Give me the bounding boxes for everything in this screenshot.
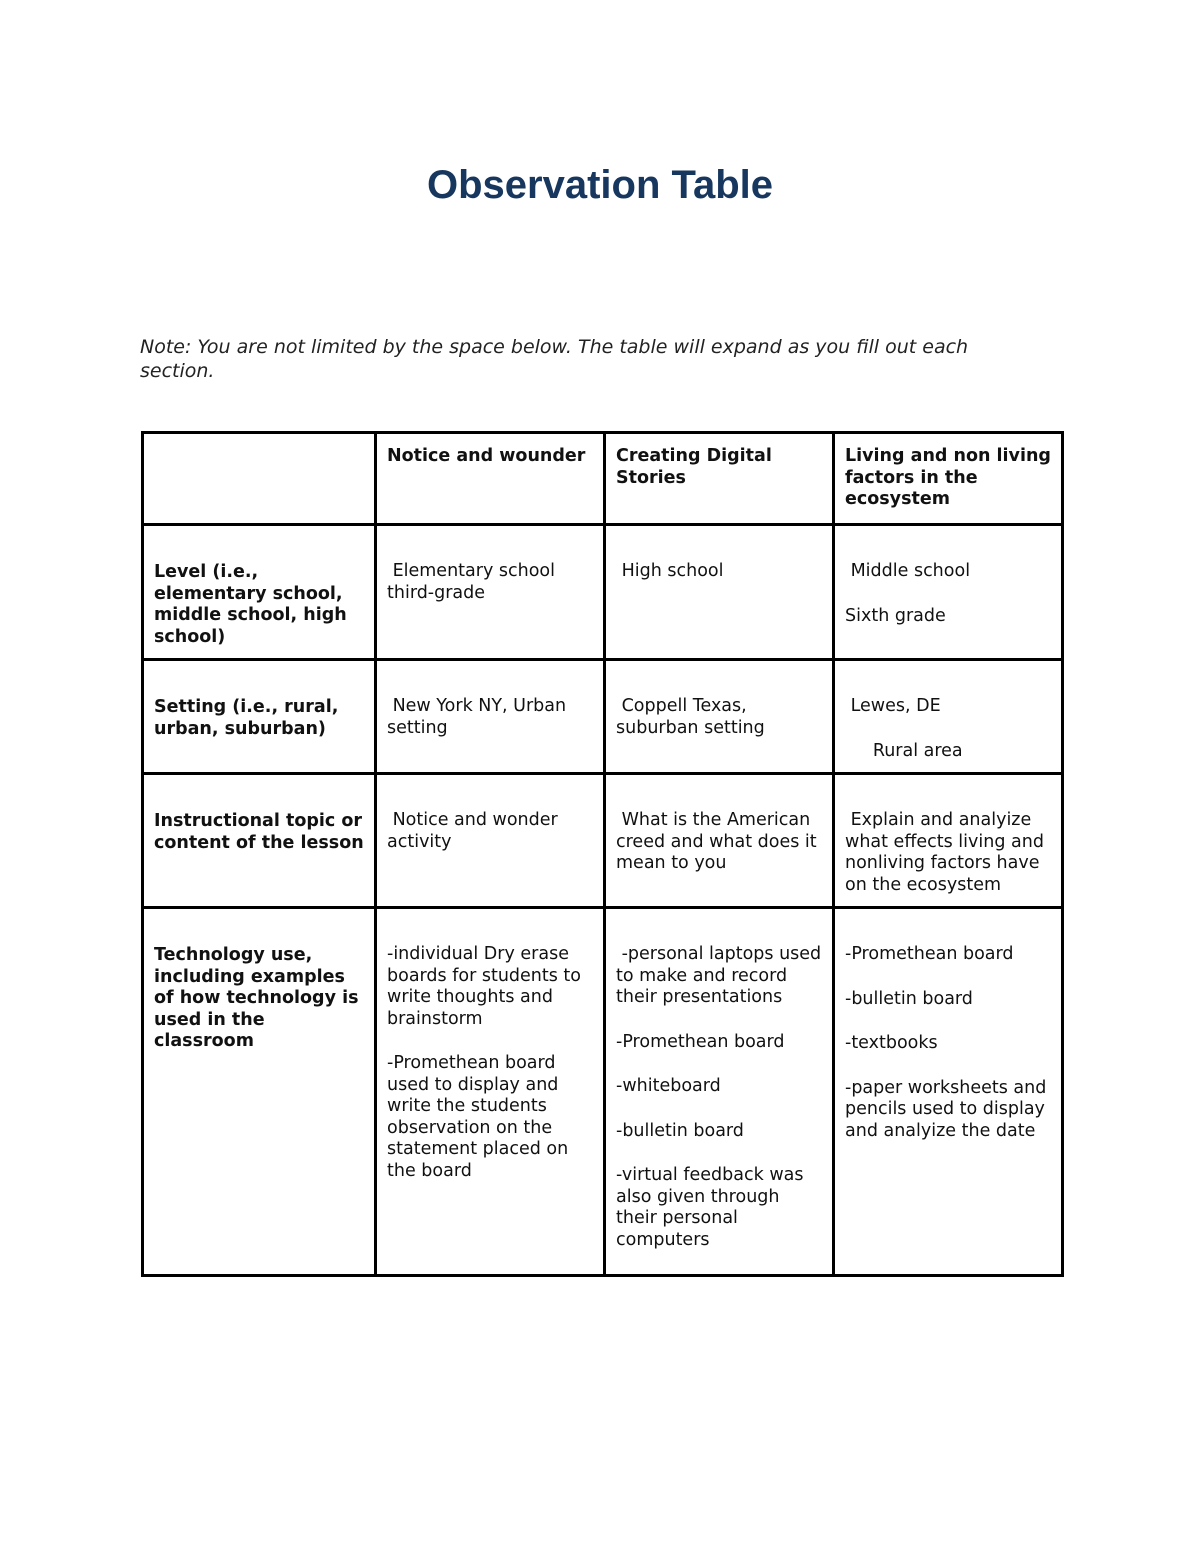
cell-text: Sixth grade [845, 605, 946, 626]
cell-text: -Promethean board [616, 1031, 785, 1052]
cell-text: High school [616, 561, 724, 581]
table-row [143, 525, 1063, 660]
header-cell: Creating Digital Stories [605, 433, 834, 525]
page-title: Observation Table [426, 163, 773, 207]
table-cell [376, 525, 605, 660]
header-cell: Notice and wounder [376, 433, 605, 525]
row-label: Instructional topic or content of the lesson [143, 774, 376, 908]
cell-text: Notice and wonder activity [387, 810, 564, 852]
table-row [143, 660, 1063, 774]
table-cell [376, 908, 605, 1276]
table-cell [605, 525, 834, 660]
table-cell [834, 525, 1063, 660]
table-cell [834, 660, 1063, 774]
table-cell [834, 908, 1063, 1276]
observation-table [141, 431, 1064, 1277]
cell-text: Elementary school third-grade [387, 561, 561, 603]
cell-text: -virtual feedback was also given through their personal computers [616, 1165, 810, 1250]
cell-text: What is the American creed and what does it mean to you [616, 810, 823, 873]
cell-text: -whiteboard [616, 1076, 721, 1096]
row-label: Level (i.e., elementary school, middle school, high school) [143, 525, 376, 660]
cell-text: Explain and analyize what effects living and nonliving factors have on the ecosystem [845, 810, 1050, 895]
cell-text: -textbooks [845, 1033, 938, 1053]
cell-text: Coppell Texas, suburban setting [616, 696, 765, 738]
cell-text: -bulletin board [616, 1120, 744, 1141]
table-cell [834, 774, 1063, 908]
table-cell [376, 660, 605, 774]
table-cell [605, 774, 834, 908]
table-cell [376, 774, 605, 908]
cell-text: New York NY, Urban setting [387, 696, 572, 738]
table-header-row [143, 433, 1063, 525]
row-label: Technology use, including examples of how technology is used in the classroom [143, 908, 376, 1276]
cell-text: -bulletin board [845, 988, 973, 1009]
cell-text: Lewes, DE [845, 696, 941, 716]
header-cell: Living and non living factors in the ecosystem [834, 433, 1063, 525]
cell-text: -paper worksheets and pencils used to display and analyize the date [845, 1077, 1052, 1141]
instruction-note: Note: You are not limited by the space below. The table will expand as you fill out each section. [140, 336, 969, 382]
row-label: Setting (i.e., rural, urban, suburban) [143, 660, 376, 774]
cell-text: -Promethean board [845, 944, 1014, 964]
cell-text: -personal laptops used to make and record their presentations [616, 944, 827, 1007]
table-cell [605, 660, 834, 774]
table-row [143, 908, 1063, 1276]
header-cell-empty [143, 433, 376, 525]
table-cell [605, 908, 834, 1276]
cell-text: -individual Dry erase boards for students to write thoughts and brainstorm [387, 944, 587, 1029]
cell-text: Middle school [845, 561, 971, 581]
cell-text: -Promethean board used to display and write the students observation on the statement placed on the board [387, 1053, 574, 1181]
cell-text: Rural area [845, 740, 963, 761]
table-row [143, 774, 1063, 908]
